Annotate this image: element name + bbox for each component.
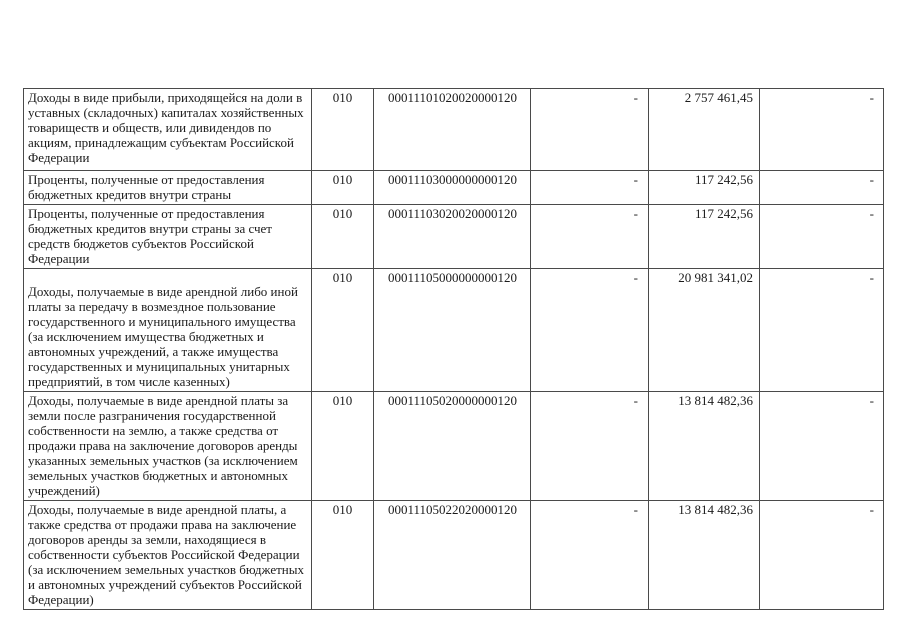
classification-code-cell: 00011105022020000120 — [374, 501, 531, 610]
approved-value-cell: - — [531, 392, 649, 501]
line-code-cell: 010 — [312, 89, 374, 171]
unfulfilled-value-cell: - — [760, 171, 884, 205]
income-name-cell — [24, 171, 312, 205]
classification-code-cell: 00011101020020000120 — [374, 89, 531, 171]
table-row — [24, 205, 884, 269]
table-row — [24, 89, 884, 171]
income-name-text: Доходы, получаемые в виде арендной либо иной платы за передачу в возмездное пользование государственного и муниципального имущества (за исключением имущества бюджетных и автономных учреждений, а также имущества государственных и муниципальных унитарных предприятий, в том числе казенных) — [28, 284, 298, 389]
line-code-cell: 010 — [312, 392, 374, 501]
executed-amount-cell: 20 981 341,02 — [649, 269, 760, 392]
income-name-text: Проценты, полученные от предоставления бюджетных кредитов внутри страны за счет средств бюджетов субъектов Российской Федерации — [28, 206, 272, 266]
line-code-cell: 010 — [312, 171, 374, 205]
budget-income-table — [23, 88, 884, 610]
classification-code-cell: 00011103020020000120 — [374, 205, 531, 269]
line-code-cell: 010 — [312, 501, 374, 610]
income-name-text: Проценты, полученные от предоставления бюджетных кредитов внутри страны — [28, 172, 265, 202]
table-row — [24, 269, 884, 392]
income-name-text: Доходы, получаемые в виде арендной платы за земли после разграничения государственной собственности на землю, а также средства от продажи права на заключение договоров аренды указанных земельных участков (за исключением земельных участков бюджетных и автономных учреждений) — [28, 393, 298, 498]
unfulfilled-value-cell: - — [760, 501, 884, 610]
executed-amount-cell: 13 814 482,36 — [649, 392, 760, 501]
unfulfilled-value-cell: - — [760, 205, 884, 269]
income-name-cell — [24, 392, 312, 501]
unfulfilled-value-cell: - — [760, 89, 884, 171]
unfulfilled-value-cell: - — [760, 269, 884, 392]
approved-value-cell: - — [531, 89, 649, 171]
table-row — [24, 171, 884, 205]
approved-value-cell: - — [531, 171, 649, 205]
income-name-text: Доходы, получаемые в виде арендной платы, а также средства от продажи права на заключение договоров аренды за земли, находящиеся в собственности субъектов Российской Федерации (за исключением земельных участков бюджетных и автономных учреждений субъектов Российской Федерации) — [28, 502, 304, 607]
executed-amount-cell: 117 242,56 — [649, 171, 760, 205]
approved-value-cell: - — [531, 501, 649, 610]
classification-code-cell: 00011105020000000120 — [374, 392, 531, 501]
line-code-cell: 010 — [312, 205, 374, 269]
classification-code-cell: 00011103000000000120 — [374, 171, 531, 205]
executed-amount-cell: 117 242,56 — [649, 205, 760, 269]
income-name-cell — [24, 205, 312, 269]
executed-amount-cell: 13 814 482,36 — [649, 501, 760, 610]
executed-amount-cell: 2 757 461,45 — [649, 89, 760, 171]
income-name-cell — [24, 269, 312, 392]
unfulfilled-value-cell: - — [760, 392, 884, 501]
table-row — [24, 392, 884, 501]
line-code-cell: 010 — [312, 269, 374, 392]
income-name-cell — [24, 501, 312, 610]
classification-code-cell: 00011105000000000120 — [374, 269, 531, 392]
income-name-cell — [24, 89, 312, 171]
table-row — [24, 501, 884, 610]
income-name-text: Доходы в виде прибыли, приходящейся на доли в уставных (складочных) капиталах хозяйственных товариществ и обществ, или дивидендов по акциям, принадлежащим субъектам Российской Федерации — [28, 90, 304, 165]
approved-value-cell: - — [531, 269, 649, 392]
approved-value-cell: - — [531, 205, 649, 269]
